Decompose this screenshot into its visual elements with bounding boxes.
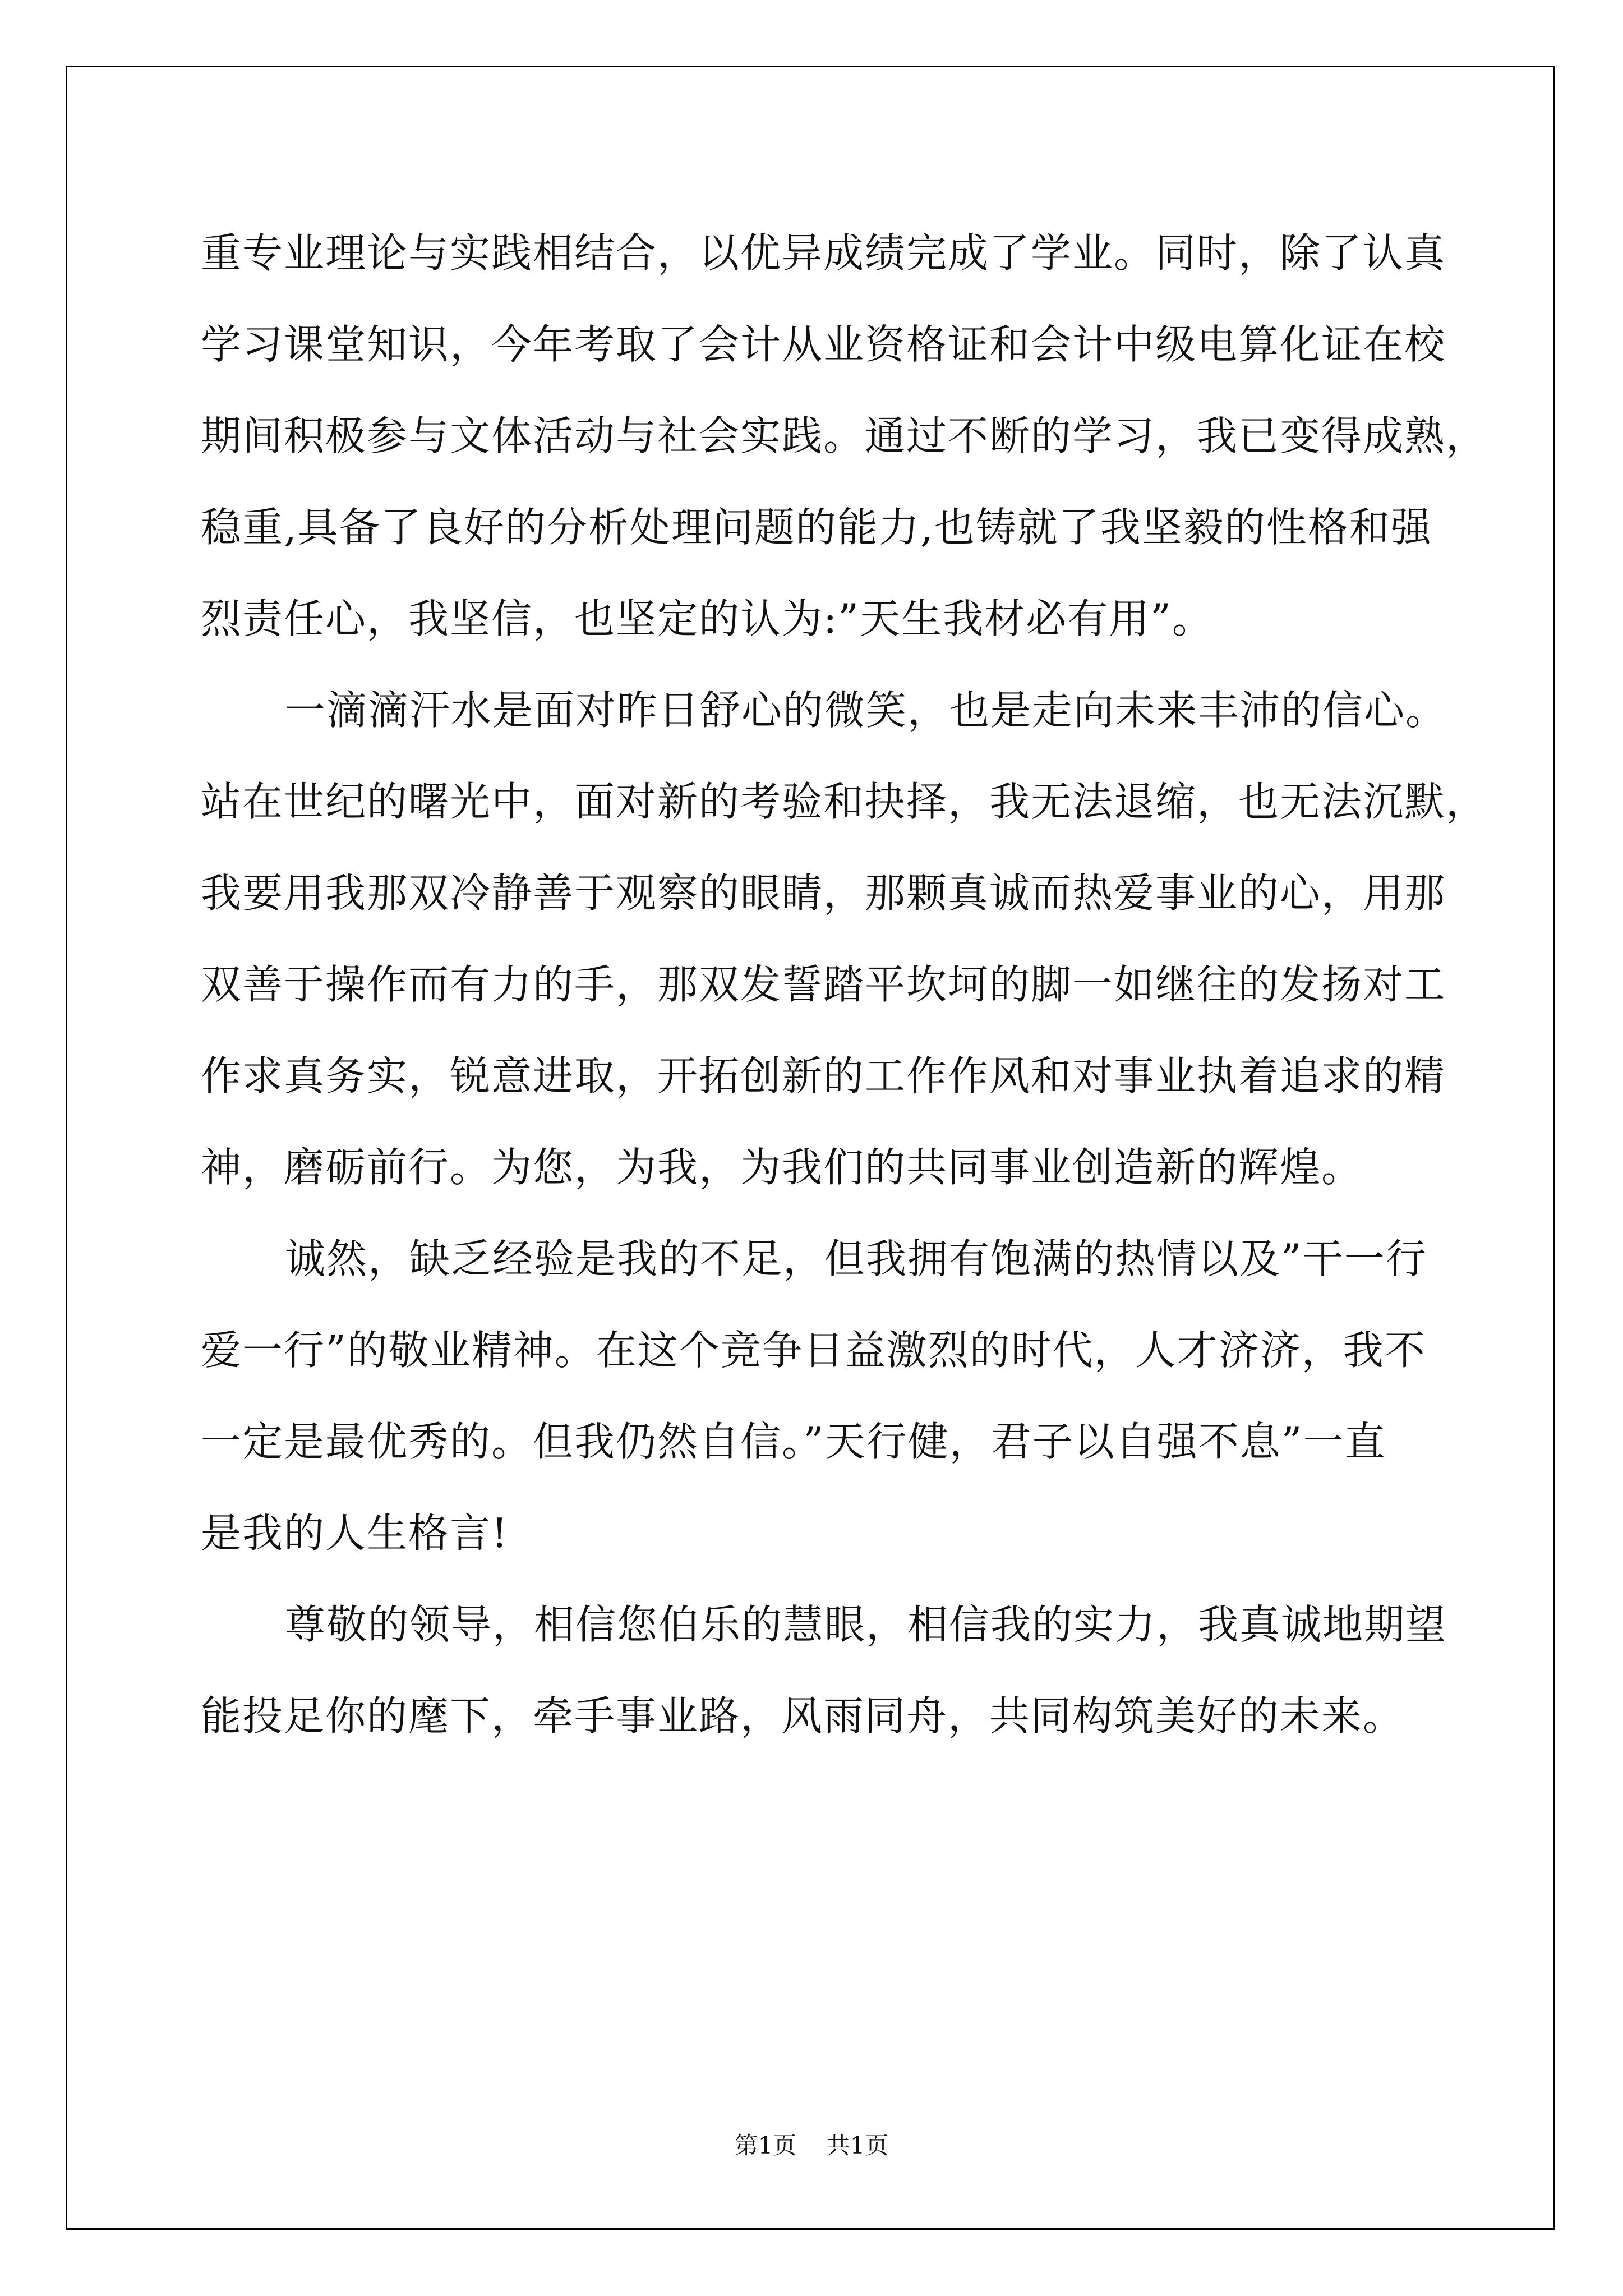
text-line: 诚然，缺乏经验是我的不足，但我拥有饱满的热情以及”干一行 <box>285 1235 1427 1282</box>
page-number-current: 第1页 <box>734 2132 797 2159</box>
text-line: 学习课堂知识，今年考取了会计从业资格证和会计中级电算化证在校 <box>201 321 1446 368</box>
text-line: 是我的人生格言! <box>201 1510 509 1557</box>
text-line: 一滴滴汗水是面对昨日舒心的微笑，也是走向未来丰沛的信心。 <box>285 687 1447 734</box>
text-line: 双善于操作而有力的手，那双发誓踏平坎坷的脚一如继往的发扬对工 <box>201 961 1446 1008</box>
text-line: 神，磨砺前行。为您，为我，为我们的共同事业创造新的辉煌。 <box>201 1144 1363 1191</box>
text-line: 稳重,具备了良好的分析处理问题的能力,也铸就了我坚毅的性格和强 <box>201 504 1432 551</box>
page-footer <box>0 2127 1623 2161</box>
text-line: 爱一行”的敬业精神。在这个竞争日益激烈的时代，人才济济，我不 <box>201 1327 1426 1374</box>
text-line: 重专业理论与实践相结合，以优异成绩完成了学业。同时，除了认真 <box>201 229 1446 277</box>
text-line: 我要用我那双冷静善于观察的眼睛，那颗真诚而热爱事业的心，用那 <box>201 869 1446 917</box>
text-line: 作求真务实，锐意进取，开拓创新的工作作风和对事业执着追求的精 <box>201 1052 1446 1099</box>
text-line: 期间积极参与文体活动与社会实践。通过不断的学习，我已变得成熟， <box>201 412 1488 459</box>
document-body <box>201 208 1488 1762</box>
text-line: 烈责任心，我坚信，也坚定的认为:”天生我材必有用”。 <box>201 595 1214 642</box>
text-line: 尊敬的领导，相信您伯乐的慧眼，相信我的实力，我真诚地期望 <box>285 1601 1447 1648</box>
page-number-total: 共1页 <box>826 2132 889 2159</box>
text-line: 一定是最优秀的。但我仍然自信。”天行健，君子以自强不息”一直 <box>201 1418 1386 1465</box>
text-line: 站在世纪的曙光中，面对新的考验和抉择，我无法退缩，也无法沉默， <box>201 778 1488 825</box>
text-line: 能投足你的麾下，牵手事业路，风雨同舟，共同构筑美好的未来。 <box>201 1692 1405 1740</box>
